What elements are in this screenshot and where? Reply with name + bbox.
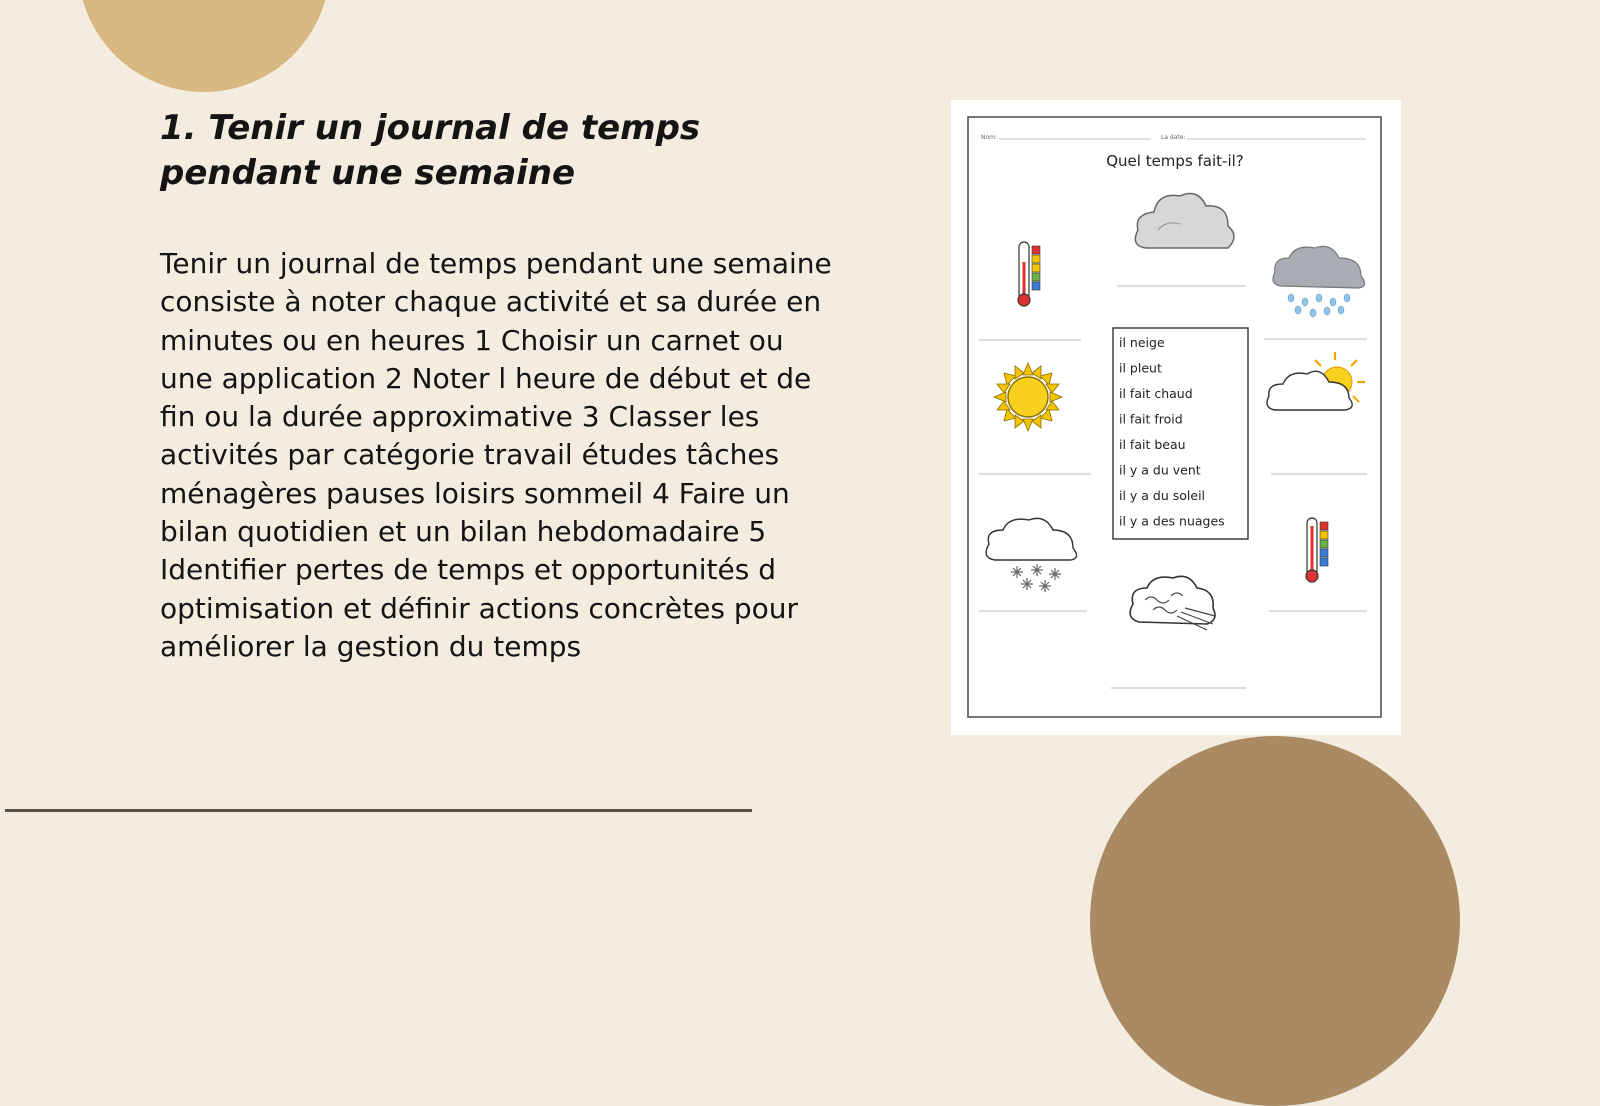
slide-title: 1. Tenir un journal de temps pendant une semaine	[160, 108, 701, 193]
word-bank-item: il y a des nuages	[1119, 513, 1225, 529]
word-bank-item: il y a du vent	[1119, 462, 1201, 478]
decorative-circle-bottom	[1090, 736, 1460, 1106]
word-bank-item: il y a du soleil	[1119, 488, 1206, 503]
worksheet-title: Quel temps fait-il?	[1106, 152, 1244, 170]
worksheet-name-label: Nom:	[981, 134, 998, 141]
sun-icon	[994, 363, 1062, 431]
decorative-circle-top	[78, 0, 330, 92]
word-bank-item: il neige	[1119, 335, 1165, 350]
worksheet-date-label: La date:	[1161, 134, 1186, 141]
divider-line	[5, 809, 752, 812]
worksheet-drawing	[951, 100, 1401, 735]
worksheet-image	[951, 100, 1401, 735]
word-bank-item: il fait froid	[1119, 411, 1183, 427]
word-bank-item: il fait beau	[1119, 437, 1186, 452]
word-bank-item: il fait chaud	[1119, 386, 1193, 401]
word-bank-item: il pleut	[1119, 360, 1162, 376]
slide-body-text: Tenir un journal de temps pendant une semaine consiste à noter chaque activité et sa durée en minutes ou en heures 1 Choisir un carnet ou une application 2 Noter l heure de début et de fin ou la durée approximative 3 Classer les activités par catégorie travail études tâches ménagères pauses loisirs sommeil 4 Faire un bilan quotidien et un bilan hebdomadaire 5 Identifier pertes de temps et opportunités d optimisation et définir actions concrètes pour améliorer la gestion du temps	[160, 247, 832, 663]
